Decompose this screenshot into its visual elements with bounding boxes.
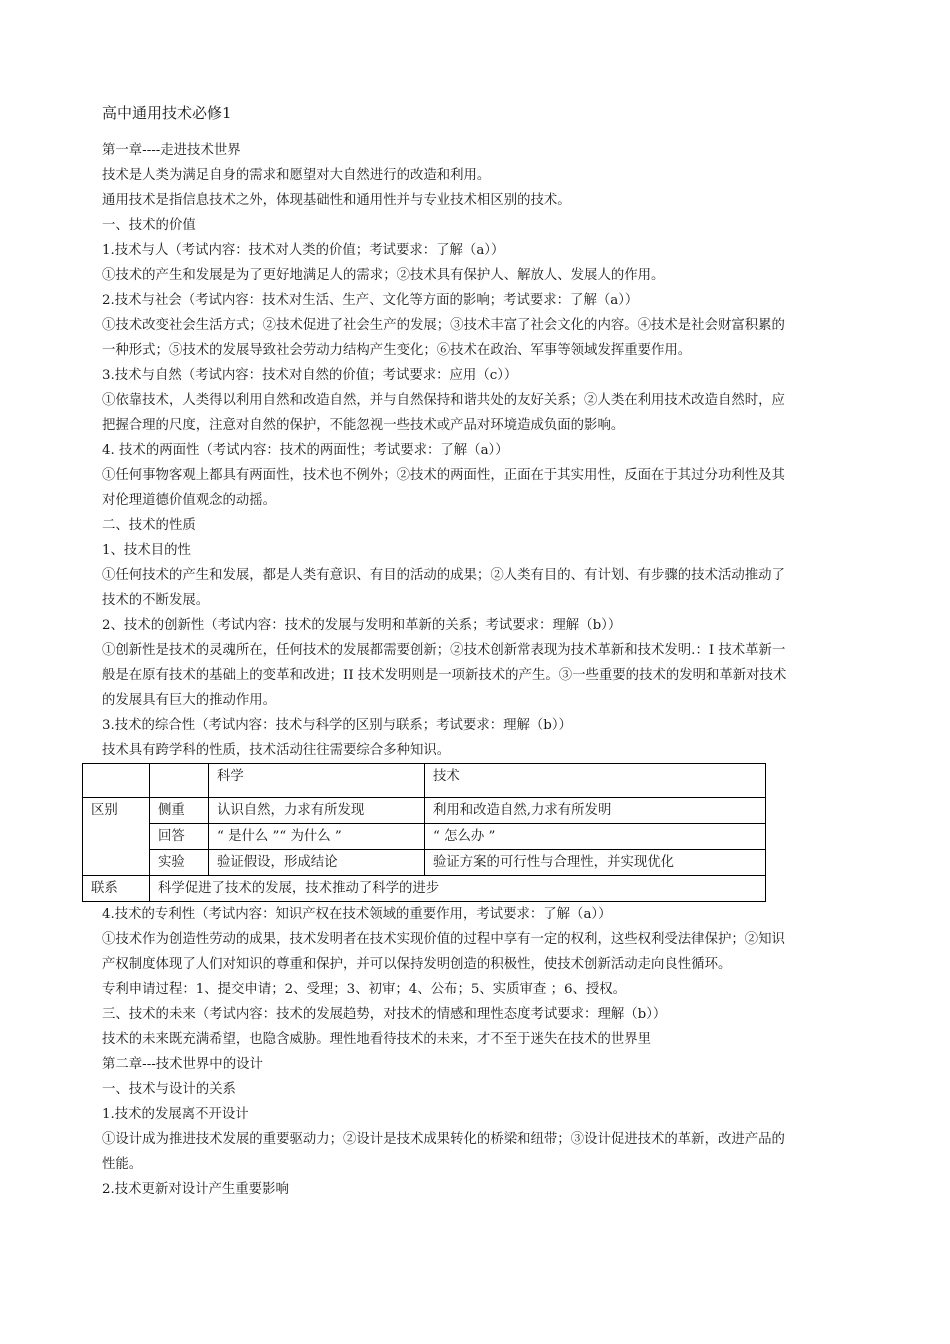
text-line: 把握合理的尺度，注意对自然的保护，不能忽视一些技术或产品对环境造成负面的影响。 [102, 418, 625, 433]
table-row [83, 798, 766, 824]
text-line: 三、技术的未来（考试内容：技术的发展趋势，对技术的情感和理性态度考试要求：理解（b）） [102, 1007, 667, 1022]
table-header-cell [83, 764, 150, 798]
table-aspect-cell: 实验 [150, 850, 209, 876]
text-line: 2、技术的创新性（考试内容：技术的发展与发明和革新的关系；考试要求：理解（b）） [102, 618, 622, 633]
text-line: 一种形式；⑤技术的发展导致社会劳动力结构产生变化；⑥技术在政治、军事等领域发挥重要作用。 [102, 343, 692, 358]
text-line: 2.技术更新对设计产生重要影响 [102, 1182, 289, 1197]
text-line: ①设计成为推进技术发展的重要驱动力；②设计是技术成果转化的桥梁和纽带；③设计促进技术的革新，改进产品的 [102, 1132, 785, 1147]
table-science-cell: 验证假设，形成结论 [209, 850, 425, 876]
science-technology-table [82, 763, 766, 902]
document-page [91, 102, 842, 1202]
table-row [83, 824, 766, 850]
text-line: ①创新性是技术的灵魂所在，任何技术的发展都需要创新；②技术创新常表现为技术革新和技术发明.：I 技术革新一 [102, 643, 786, 658]
text-line: 二、技术的性质 [102, 518, 196, 533]
text-line: 技术的未来既充满希望，也隐含威胁。理性地看待技术的未来，才不至于迷失在技术的世界里 [102, 1032, 652, 1047]
text-line: 1.技术与人（考试内容：技术对人类的价值；考试要求：了解（a）） [102, 243, 505, 258]
text-line: ①技术作为创造性劳动的成果，技术发明者在技术实现价值的过程中享有一定的权利，这些权利受法律保护；②知识 [102, 932, 785, 947]
table-technology-cell: 利用和改造自然,力求有所发明 [425, 798, 766, 824]
table-header-science: 科学 [209, 764, 425, 798]
text-line: ①任何事物客观上都具有两面性，技术也不例外；②技术的两面性，正面在于其实用性，反面在于其过分功利性及其 [102, 468, 785, 483]
text-line: 3.技术的综合性（考试内容：技术与科学的区别与联系；考试要求：理解（b）） [102, 718, 572, 733]
text-line: 技术具有跨学科的性质，技术活动往往需要综合多种知识。 [102, 743, 451, 758]
table-link-text: 科学促进了技术的发展，技术推动了科学的进步 [150, 876, 766, 902]
section-after-table [102, 902, 842, 1202]
table-science-cell: “ 是什么 ”“ 为什么 ” [209, 824, 425, 850]
text-line: 4. 技术的两面性（考试内容：技术的两面性；考试要求：了解（a）） [102, 443, 509, 458]
text-line: 1.技术的发展离不开设计 [102, 1107, 249, 1122]
text-line: 技术是人类为满足自身的需求和愿望对大自然进行的改造和利用。 [102, 168, 491, 183]
text-line: 1、技术目的性 [102, 543, 191, 558]
document-title: 高中通用技术必修1 [102, 104, 232, 122]
text-line: ①技术的产生和发展是为了更好地满足人的需求；②技术具有保护人、解放人、发展人的作用。 [102, 268, 665, 283]
table-technology-cell: “ 怎么办 ” [425, 824, 766, 850]
text-line: 技术的不断发展。 [102, 593, 210, 608]
text-line: 对伦理道德价值观念的动摇。 [102, 493, 277, 508]
text-line: 一、技术的价值 [102, 218, 196, 233]
text-line: 4.技术的专利性（考试内容：知识产权在技术领域的重要作用，考试要求：了解（a）） [102, 907, 612, 922]
table-header-row [83, 764, 766, 798]
text-line: 3.技术与自然（考试内容：技术对自然的价值；考试要求：应用（c）） [102, 368, 518, 383]
table-link-row [83, 876, 766, 902]
text-line: 性能。 [102, 1157, 143, 1172]
table-header-technology: 技术 [425, 764, 766, 798]
table-link-label: 联系 [83, 876, 150, 902]
text-line: ①任何技术的产生和发展，都是人类有意识、有目的活动的成果；②人类有目的、有计划、有步骤的技术活动推动了 [102, 568, 785, 583]
text-line: 产权制度体现了人们对知识的尊重和保护，并可以保持发明创造的积极性，使技术创新活动走向良性循环。 [102, 957, 732, 972]
text-line: 通用技术是指信息技术之外，体现基础性和通用性并与专业技术相区别的技术。 [102, 193, 571, 208]
table-technology-cell: 验证方案的可行性与合理性，并实现优化 [425, 850, 766, 876]
text-line: 一、技术与设计的关系 [102, 1082, 236, 1097]
text-line: 般是在原有技术的基础上的变革和改进；II 技术发明则是一项新技术的产生。③一些重要的技术的发明和革新对技术 [102, 668, 787, 683]
text-line: 专利申请过程：1、提交申请；2、受理；3、初审；4、公布；5、实质审查 ；6、授权。 [102, 982, 627, 997]
table-group-label: 区别 [83, 798, 150, 876]
text-line: ①技术改变社会生活方式；②技术促进了社会生产的发展；③技术丰富了社会文化的内容。④技术是社会财富积累的 [102, 318, 785, 333]
table-row [83, 850, 766, 876]
text-line: ①依靠技术，人类得以利用自然和改造自然，并与自然保持和谐共处的友好关系；②人类在利用技术改造自然时，应 [102, 393, 785, 408]
table-science-cell: 认识自然，力求有所发现 [209, 798, 425, 824]
section-before-table [102, 138, 842, 763]
table-aspect-cell: 回答 [150, 824, 209, 850]
table-header-cell [150, 764, 209, 798]
text-line: 的发展具有巨大的推动作用。 [102, 693, 277, 708]
text-line: 第二章---技术世界中的设计 [102, 1057, 263, 1072]
table-aspect-cell: 侧重 [150, 798, 209, 824]
text-line: 2.技术与社会（考试内容：技术对生活、生产、文化等方面的影响；考试要求：了解（a）） [102, 293, 639, 308]
text-line: 第一章----走进技术世界 [102, 143, 241, 158]
